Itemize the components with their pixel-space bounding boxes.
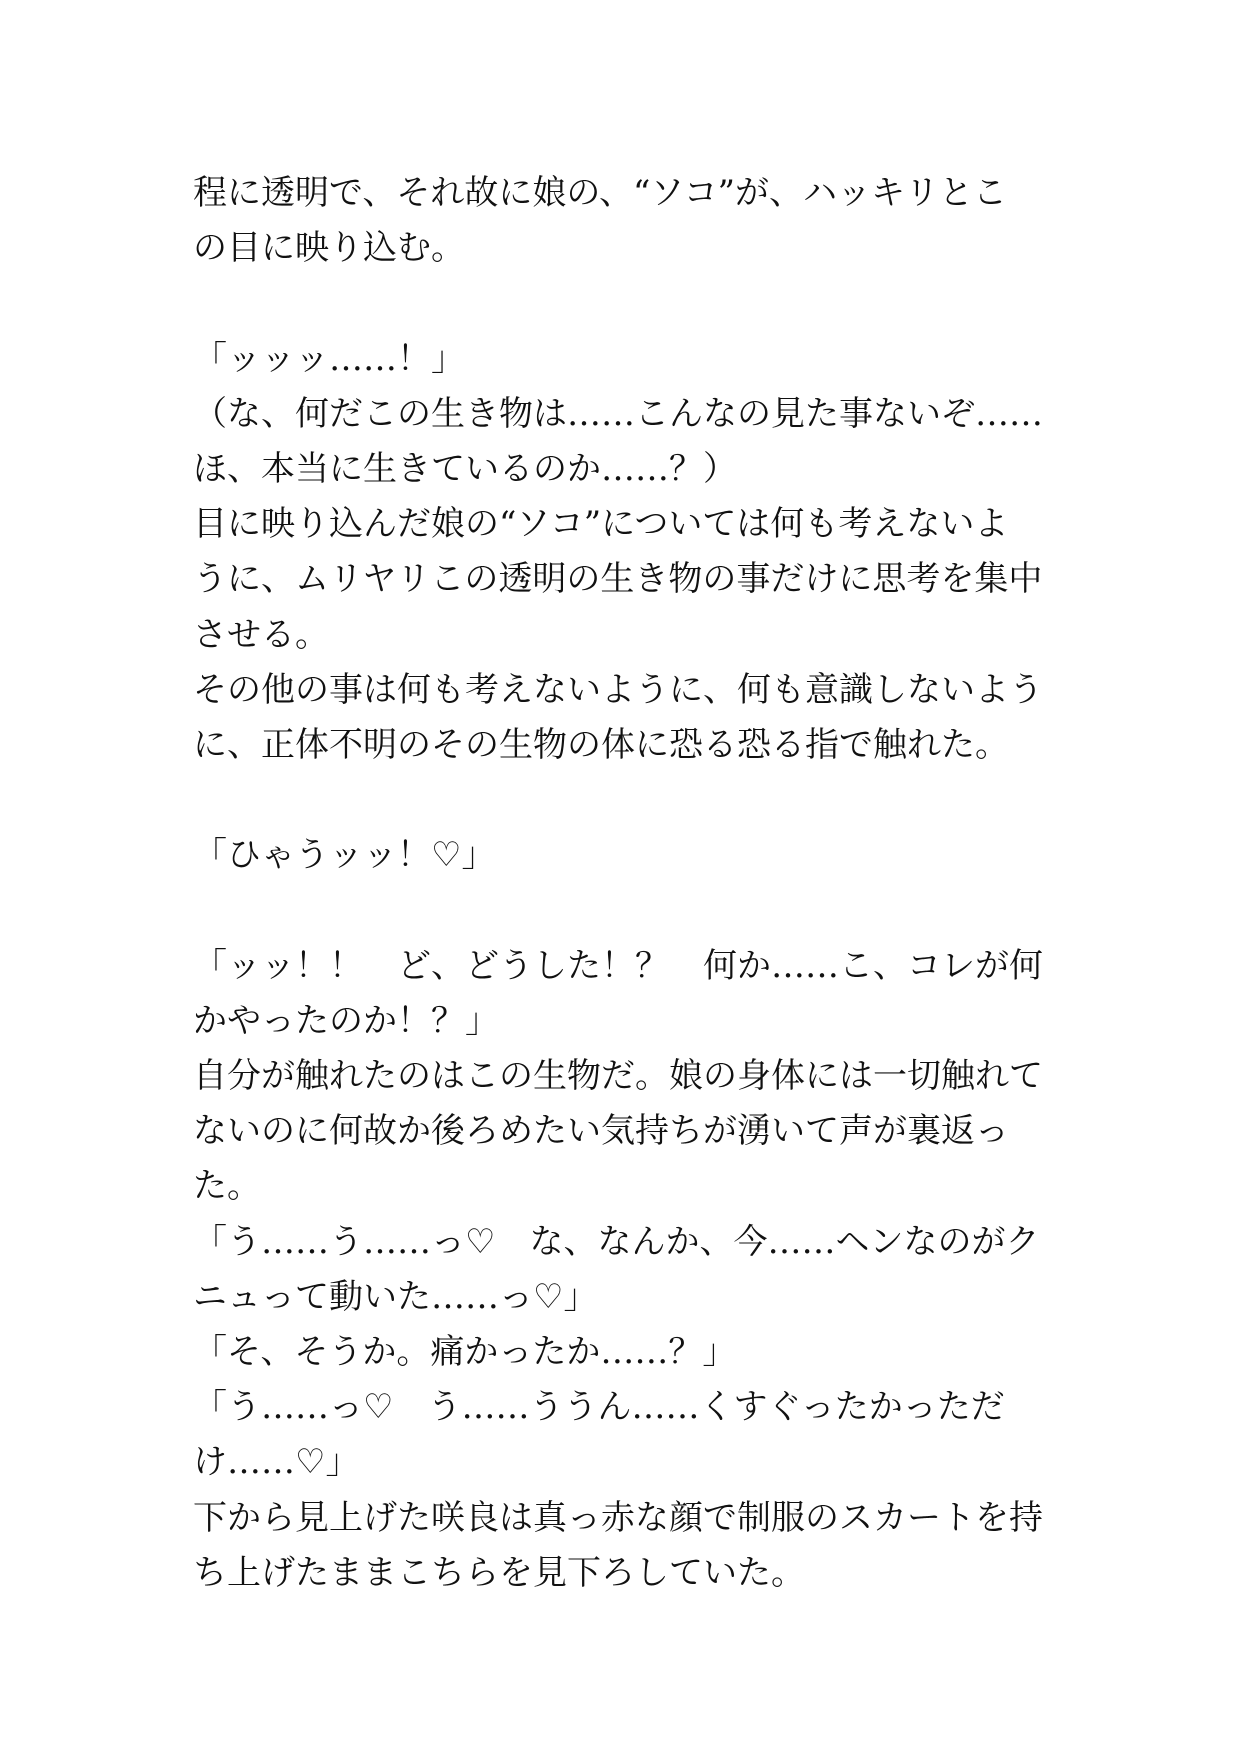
text-line: 「う……っ♡ う……ううん……くすぐったかっただ [193,1387,1005,1428]
text-line: その他の事は何も考えないように、何も意識しないよう [193,669,1043,710]
text-line: 「ひゃうッッ！♡」 [193,835,496,876]
text-line: 「ッッッ……！」 [193,338,465,379]
text-line: 程に透明で、それ故に娘の、“ソコ”が、ハッキリとこ [193,173,1008,213]
text-line: させる。 [193,614,329,655]
text-line: ないのに何故か後ろめたい気持ちが湧いて声が裏返っ [193,1111,1009,1152]
blank-line [193,773,1073,828]
text-line: ほ、本当に生きているのか……？） [193,448,737,489]
text-line: の目に映り込む。 [193,228,465,269]
text-line: 「ッッ！！ ど、どうした！？ 何か……こ、コレが何 [193,945,1043,986]
text-line: た。 [193,1166,261,1207]
text-line: 目に映り込んだ娘の“ソコ”については何も考えないよ [193,504,1009,545]
text-line: け……♡」 [193,1442,360,1483]
text-line: 「う……う……っ♡ な、なんか、今……ヘンなのがク [193,1221,1040,1262]
novel-text-body [193,166,1073,1601]
text-line: （な、何だこの生き物は……こんなの見た事ないぞ…… [193,393,1043,434]
text-line: 下から見上げた咲良は真っ赤な顔で制服のスカートを持 [193,1497,1043,1538]
text-line: ち上げたままこちらを見下ろしていた。 [193,1552,805,1593]
text-line: 「そ、そうか。痛かったか……？」 [193,1331,737,1372]
text-line: 自分が触れたのはこの生物だ。娘の身体には一切触れて [193,1056,1043,1096]
text-line: うに、ムリヤリこの透明の生き物の事だけに思考を集中 [193,559,1043,600]
text-line: かやったのか！？」 [193,1000,499,1041]
text-line: ニュって動いた……っ♡」 [193,1276,598,1317]
text-line: に、正体不明のその生物の体に恐る恐る指で触れた。 [193,724,1009,765]
blank-line [193,276,1073,331]
blank-line [193,883,1073,938]
